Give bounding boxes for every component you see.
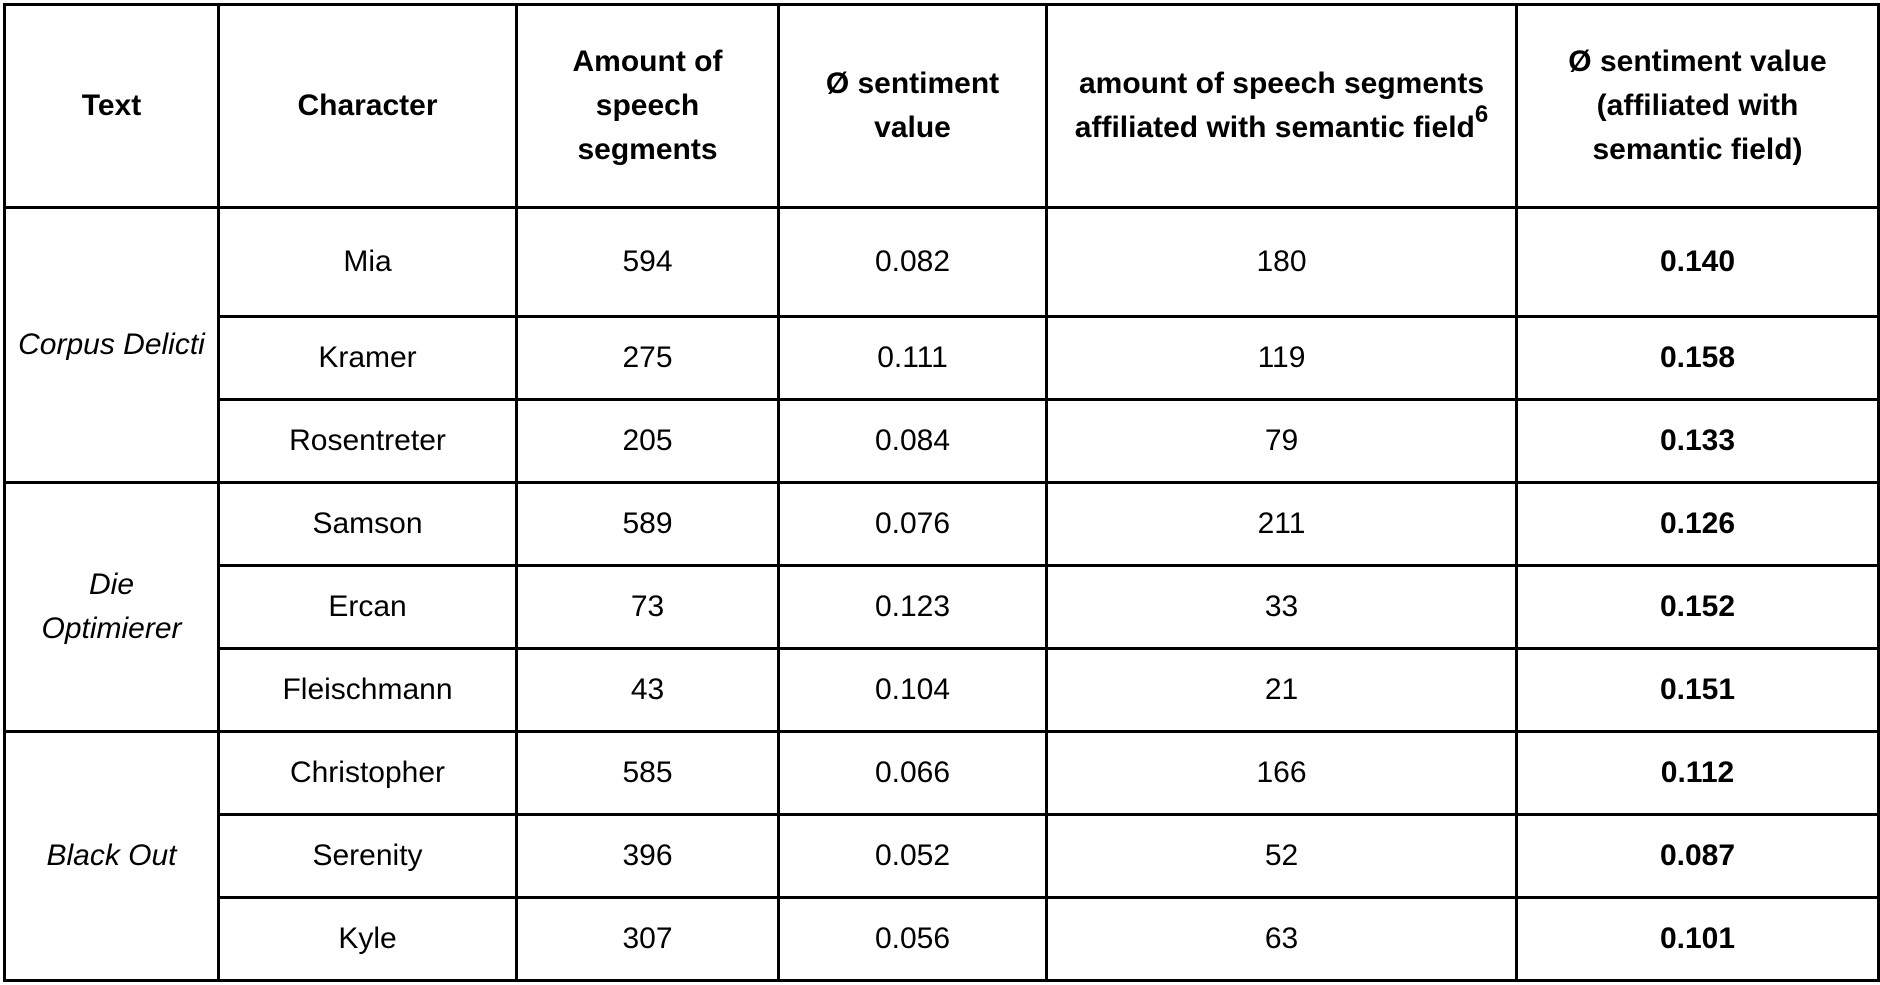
- affiliated-sentiment-cell: 0.140: [1517, 208, 1879, 317]
- sentiment-cell: 0.104: [779, 649, 1047, 732]
- affiliated-sentiment-cell: 0.087: [1517, 815, 1879, 898]
- character-cell: Samson: [219, 483, 517, 566]
- table-row: [5, 208, 1879, 317]
- text-group-cell: Black Out: [5, 732, 219, 981]
- amount-cell: 205: [517, 400, 779, 483]
- header-segments-affiliated: [1047, 5, 1517, 208]
- affiliated-sentiment-cell: 0.126: [1517, 483, 1879, 566]
- sentiment-cell: 0.052: [779, 815, 1047, 898]
- header-sentiment: Ø sentiment value: [779, 5, 1047, 208]
- segments-cell: 33: [1047, 566, 1517, 649]
- segments-cell: 166: [1047, 732, 1517, 815]
- amount-cell: 594: [517, 208, 779, 317]
- affiliated-sentiment-cell: 0.112: [1517, 732, 1879, 815]
- amount-cell: 396: [517, 815, 779, 898]
- table-row: [5, 732, 1879, 815]
- character-cell: Fleischmann: [219, 649, 517, 732]
- segments-cell: 52: [1047, 815, 1517, 898]
- header-amount: Amount of speech segments: [517, 5, 779, 208]
- segments-cell: 63: [1047, 898, 1517, 981]
- segments-cell: 21: [1047, 649, 1517, 732]
- header-row: [5, 5, 1879, 208]
- sentiment-table: [3, 3, 1880, 982]
- table-row: [5, 649, 1879, 732]
- character-cell: Ercan: [219, 566, 517, 649]
- sentiment-cell: 0.066: [779, 732, 1047, 815]
- amount-cell: 43: [517, 649, 779, 732]
- character-cell: Kyle: [219, 898, 517, 981]
- affiliated-sentiment-cell: 0.133: [1517, 400, 1879, 483]
- amount-cell: 73: [517, 566, 779, 649]
- text-group-cell: Die Optimierer: [5, 483, 219, 732]
- sentiment-cell: 0.123: [779, 566, 1047, 649]
- footnote-marker: 6: [1474, 101, 1489, 128]
- character-cell: Serenity: [219, 815, 517, 898]
- header-segments-affiliated-label: amount of speech segments affiliated with semantic field: [1074, 67, 1485, 144]
- sentiment-cell: 0.056: [779, 898, 1047, 981]
- amount-cell: 275: [517, 317, 779, 400]
- header-sentiment-affiliated: Ø sentiment value (affiliated with semantic field): [1517, 5, 1879, 208]
- segments-cell: 211: [1047, 483, 1517, 566]
- character-cell: Mia: [219, 208, 517, 317]
- text-group-cell: Corpus Delicti: [5, 208, 219, 483]
- table-row: [5, 483, 1879, 566]
- segments-cell: 119: [1047, 317, 1517, 400]
- table-row: [5, 400, 1879, 483]
- table-row: [5, 898, 1879, 981]
- character-cell: Rosentreter: [219, 400, 517, 483]
- header-text: Text: [5, 5, 219, 208]
- segments-cell: 180: [1047, 208, 1517, 317]
- sentiment-cell: 0.082: [779, 208, 1047, 317]
- header-character: Character: [219, 5, 517, 208]
- affiliated-sentiment-cell: 0.152: [1517, 566, 1879, 649]
- affiliated-sentiment-cell: 0.158: [1517, 317, 1879, 400]
- character-cell: Christopher: [219, 732, 517, 815]
- segments-cell: 79: [1047, 400, 1517, 483]
- affiliated-sentiment-cell: 0.101: [1517, 898, 1879, 981]
- amount-cell: 585: [517, 732, 779, 815]
- amount-cell: 307: [517, 898, 779, 981]
- table-row: [5, 566, 1879, 649]
- amount-cell: 589: [517, 483, 779, 566]
- character-cell: Kramer: [219, 317, 517, 400]
- table-row: [5, 317, 1879, 400]
- table-row: [5, 815, 1879, 898]
- sentiment-cell: 0.076: [779, 483, 1047, 566]
- sentiment-cell: 0.084: [779, 400, 1047, 483]
- affiliated-sentiment-cell: 0.151: [1517, 649, 1879, 732]
- sentiment-cell: 0.111: [779, 317, 1047, 400]
